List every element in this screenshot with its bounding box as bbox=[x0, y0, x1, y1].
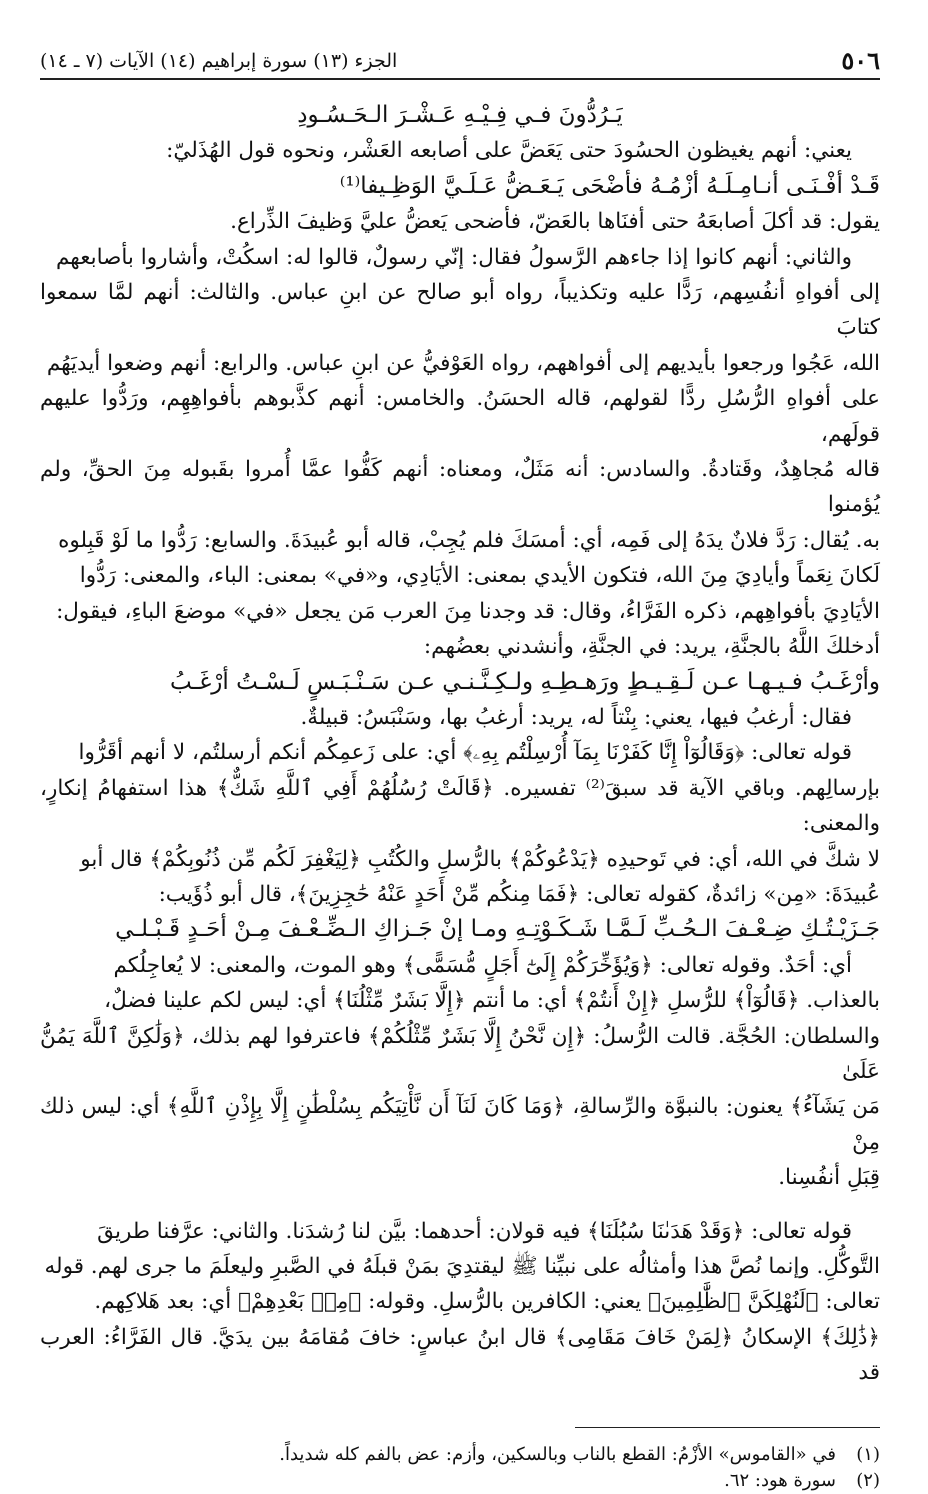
text-line: والسلطان: الحُجَّة. قالت الرُّسلُ: ﴿إِن نَّحْنُ إِلَّا بَشَرٌ مِّثْلُكُمْ﴾ فاعترفوا لهم بذلك، ﴿وَلَٰكِنَّ ٱللَّهَ يَمُنُّ عَلَىٰ bbox=[40, 1023, 880, 1084]
text-line: التَّوكُّلِ. وإنما نُصَّ هذا وأمثالُه على نبيِّنا ﷺ ليقتدِيَ بمَنْ قبلَهُ في الصَّبرِ وليعلَمَ ما جرى لهم. قوله bbox=[44, 1254, 880, 1279]
text-line: يعني: أنهم يغيظون الحسُودَ حتى يَعَضَّ على أصابعه العَشْر، ونحوه قول الهُذَليّ: bbox=[166, 138, 852, 164]
text-line: الأيَادِيَ بأفواهِهم، ذكره الفَرَّاءُ، وقال: قد وجدنا مِنَ العرب مَن يجعل «في» موضعَ الباءِ، فيقول: bbox=[56, 598, 880, 624]
text-line: تعالى: ﴿لَنُهْلِكَنَّ ٱلظَّٰلِمِينَ﴾ يعني: الكافرين بالرُّسلِ. وقوله: ﴿مِنۢ بَعْدِهِمْ﴾ أي: بعد هَلاكِهم. bbox=[94, 1289, 880, 1315]
poetry-verse: وأرْغَـبُ فـيـهـا عـن لَـقِـيـطٍ ورَهـطِـهِ ولـكِـنَّـنـي عـن سَـنْـبَـسٍ لَـسْـتُ أرْغَـبُ bbox=[169, 668, 880, 695]
text-line: بإرسالِهم. وباقي الآية قد سبقَ⁽²⁾ تفسيره. ﴿قَالَتْ رُسُلُهُمْ أَفِي ٱللَّهِ شَكٌّ﴾ هذا استفهامُ إنكارٍ، والمعنى: bbox=[40, 775, 880, 837]
footnotes bbox=[40, 1442, 880, 1494]
footnote-text: سورة هود: ٦٢. bbox=[724, 1469, 836, 1491]
header-title: الجزء (١٣) سورة إبراهيم (١٤) الآيات (٧ ـ ١٤) bbox=[40, 50, 398, 72]
running-header bbox=[40, 48, 880, 80]
text-line: قوله تعالى: ﴿وَقَالُوٓاْ إِنَّا كَفَرْنَا بِمَآ أُرْسِلْتُم بِهِۦ﴾ أي: على زَعمِكُم أنكم أرسلتُم، لا أنهم أقَرُّوا bbox=[78, 740, 852, 766]
text-line: لا شكَّ في الله، أي: في تَوحيدِه ﴿يَدْعُوكُمْ﴾ بالرُّسلِ والكُتُبِ ﴿لِيَغْفِرَ لَكُم مِّن ذُنُوبِكُمْ﴾ قال أبو bbox=[80, 846, 880, 872]
text-line: بالعذاب. ﴿قَالُوٓاْ﴾ للرُّسلِ ﴿إِنْ أَنتُمْ﴾ أي: ما أنتم ﴿إِلَّا بَشَرٌ مِّثْلُنَا﴾ أي: ليس لكم علينا فضلٌ، bbox=[104, 988, 880, 1014]
text-line: قِبَلِ أنفُسِنا. bbox=[778, 1165, 880, 1191]
poetry-verse: جَـزَيْـتُـكِ ضِـعْـفَ الـحُـبِّ لَـمَّـا شَـكَـوْتِـهِ ومـا إنْ جَـزاكِ الـضِّـعْـفَ مِـنْ أحَـدٍ قَـبْـلـي bbox=[115, 916, 880, 943]
footnote bbox=[40, 1468, 880, 1494]
paragraph-gap bbox=[40, 1196, 880, 1214]
footnote-number: (٢) bbox=[856, 1469, 880, 1491]
text-line: أي: أحَدٌ. وقوله تعالى: ﴿وَيُؤَخِّرَكُمْ إِلَىٰٓ أَجَلٍ مُّسَمًّى﴾ وهو الموت، والمعنى: لا يُعاجِلُكم bbox=[113, 952, 852, 978]
text-line: الله، عَجُوا ورجعوا بأيديهم إلى أفواههم، رواه العَوْفيُّ عن ابنِ عباس. والرابع: أنهم وضعوا أيديَهُم bbox=[46, 350, 880, 376]
footnote bbox=[40, 1442, 880, 1468]
footnote-text: في «القاموس» الأزْمُ: القطع بالناب وبالسكين، وأزم: عض بالفم كله شديداً. bbox=[279, 1443, 836, 1465]
text-line: على أفواهِ الرُّسُلِ ردًّا لقولهم، قاله الحسَنُ. والخامس: أنهم كذَّبوهم بأفواهِهِم، ورَدُّوا عليهم قولَهم، bbox=[40, 386, 880, 447]
text-line: يقول: قد أكلَ أصابعَهُ حتى أفنَاها بالعَضّ، فأضحى يَعضُّ عليَّ وَظيفَ الذِّراع. bbox=[230, 209, 880, 235]
text-line: والثاني: أنهم كانوا إذا جاءهم الرَّسولُ فقال: إنّي رسولٌ، قالوا له: اسكُتْ، وأشاروا بأصابعهم bbox=[56, 244, 852, 270]
verse-quote: يَـرُدُّونَ فـي فِـيْـهِ عَـشْـرَ الـحَـسُـودِ bbox=[297, 102, 623, 128]
text-line: أدخلكَ اللَّهُ بالجنَّةِ، يريد: في الجنَّةِ، وأنشدني بعضُهم: bbox=[423, 634, 880, 660]
text-line: ﴿ذَٰلِكَ﴾ الإسكانُ ﴿لِمَنْ خَافَ مَقَامِى﴾ قال ابنُ عباسٍ: خافَ مُقامَهُ بين يدَيَّ. قال الفَرَّاءُ: العرب قد bbox=[40, 1324, 880, 1386]
text-line: قوله تعالى: ﴿وَقَدْ هَدَىٰنَا سُبُلَنَا﴾ فيه قولان: أحدهما: بيَّن لنا رُشدَنا. والثاني: عرَّفنا طريقَ bbox=[97, 1218, 852, 1244]
text-line: لَكانَ نِعَماً وأيادِيَ مِنَ الله، فتكون الأيدي بمعنى: الأيَادِي، و«في» بمعنى: الباء، والمعنى: رَدُّوا bbox=[79, 563, 880, 589]
poetry-verse: قَـدْ أفْـنَـى أنـامِـلَـهُ أزْمُـهُ فأضْحَى يَـعَـضُّ عَـلَـيَّ الوَظِـيفا⁽¹⁾ bbox=[339, 172, 880, 199]
page-number: ٥٠٦ bbox=[841, 46, 880, 75]
text-line: قاله مُجاهِدٌ، وقَتادةُ. والسادس: أنه مَثَلٌ، ومعناه: أنهم كَفُّوا عمَّا أُمروا بقَبوله مِنَ الحقِّ، ولم يُؤمنوا bbox=[40, 457, 880, 518]
text-line: فقال: أرغبُ فيها، يعني: بِنْتاً له، يريد: أرغبُ بها، وسَنْبَسُ: قبيلةٌ. bbox=[300, 704, 852, 730]
footnote-divider bbox=[575, 1427, 880, 1428]
footnote-number: (١) bbox=[856, 1443, 880, 1465]
main-text bbox=[40, 98, 880, 1391]
text-line: به. يُقال: رَدَّ فلانٌ يدَهُ إلى فَمِه، أي: أمسَكَ فلم يُجِبْ، قاله أبو عُبيدَةَ. والسابع: رَدُّوا ما لَوْ قَبِلوه bbox=[58, 527, 880, 553]
text-line: عُبيدَةَ: «مِن» زائدةٌ، كقوله تعالى: ﴿فَمَا مِنكُم مِّنْ أَحَدٍ عَنْهُ حَٰجِزِينَ﴾، قال أبو ذُؤَيب: bbox=[158, 881, 880, 907]
text-line: مَن يَشَآءُ﴾ يعنون: بالنبوَّة والرِّسالةِ، ﴿وَمَا كَانَ لَنَآ أَن نَّأْتِيَكُم بِسُلْطَٰنٍ إِلَّا بِإِذْنِ ٱللَّهِ﴾ أي: ليس ذلك مِنْ bbox=[40, 1094, 880, 1155]
text-line: إلى أفواهِ أنفُسِهم، رَدًّا عليه وتكذيباً، رواه أبو صالح عن ابنِ عباس. والثالث: أنهم لمَّا سمعوا كتابَ bbox=[40, 280, 880, 341]
